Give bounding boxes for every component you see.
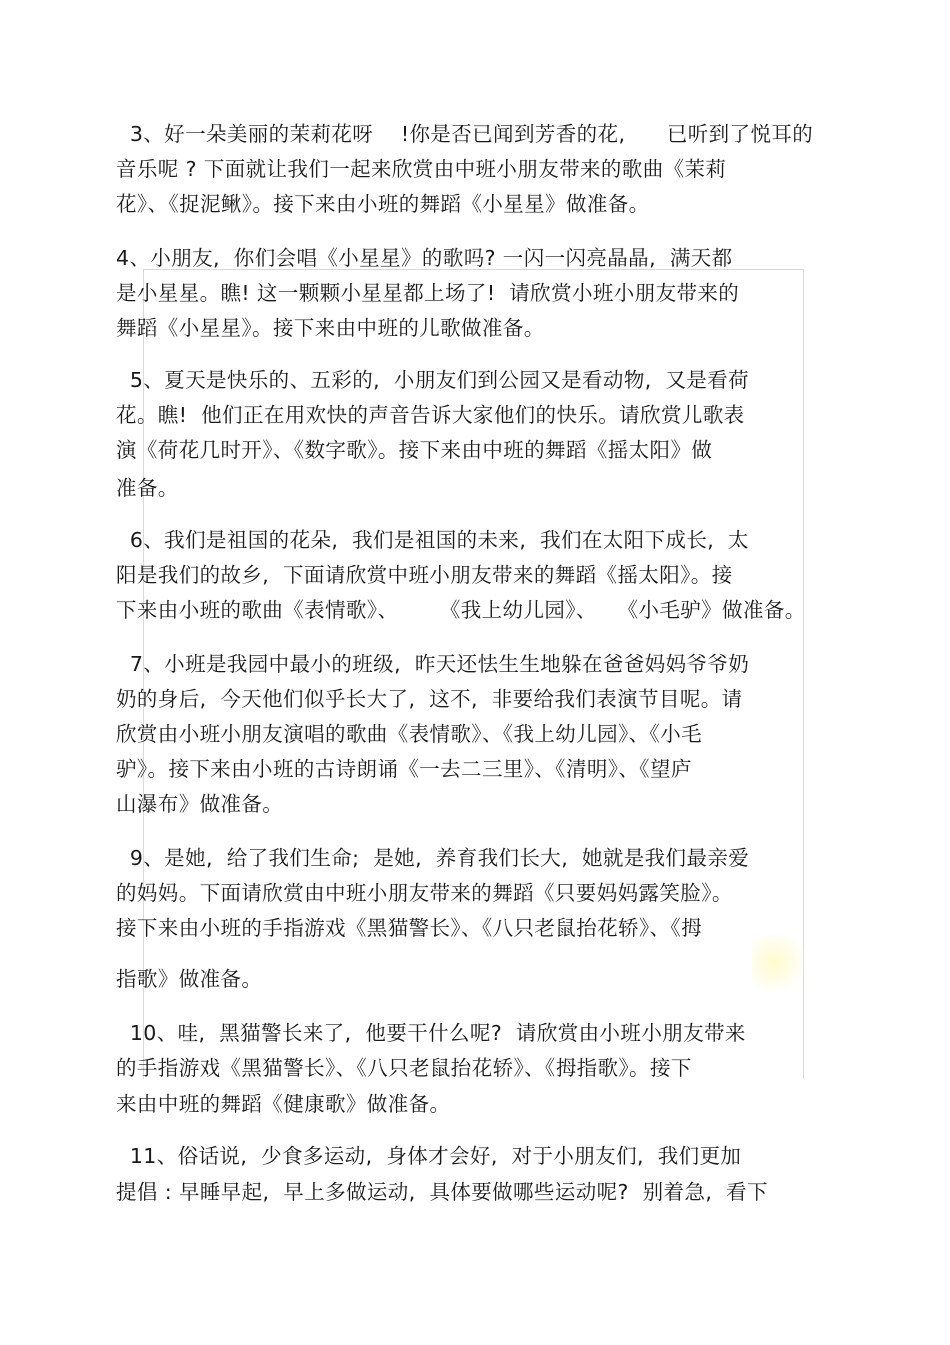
text-line: 的妈妈。下面请欣赏由中班小朋友带来的舞蹈《只要妈妈露笑脸》。 — [116, 881, 733, 905]
text-line: 欣赏由小班小朋友演唱的歌曲《表情歌》、《我上幼儿园》、《小毛 — [116, 722, 702, 746]
text-line: 下来由小班的歌曲《表情歌》、 《我上幼儿园》、 《小毛驴》做准备。 — [116, 598, 806, 622]
text-line: 音乐呢 ? 下面就让我们一起来欣赏由中班小朋友带来的歌曲《茉莉 — [116, 157, 727, 181]
text-line: 指歌》做准备。 — [116, 967, 263, 991]
text-line: 花。瞧! 他们正在用欢快的声音告诉大家他们的快乐。请欣赏儿歌表 — [116, 403, 745, 427]
text-line: 是小星星。瞧! 这一颗颗小星星都上场了! 请欣赏小班小朋友带来的 — [116, 281, 740, 305]
text-line: 10、哇, 黑猫警长来了, 他要干什么呢? 请欣赏由小班小朋友带来 — [116, 1021, 746, 1045]
text-line: 舞蹈《小星星》。接下来由中班的儿歌做准备。 — [116, 316, 545, 340]
text-line: 阳是我们的故乡, 下面请欣赏中班小朋友带来的舞蹈《摇太阳》。接 — [116, 563, 733, 587]
text-line: 11、俗话说, 少食多运动, 身体才会好, 对于小朋友们, 我们更加 — [116, 1144, 742, 1168]
text-line: 9、是她, 给了我们生命; 是她, 养育我们长大, 她就是我们最亲爱 — [116, 846, 750, 870]
text-line: 5、夏天是快乐的、五彩的, 小朋友们到公园又是看动物, 又是看荷 — [116, 368, 750, 392]
text-line: 7、小班是我园中最小的班级, 昨天还怯生生地躲在爸爸妈妈爷爷奶 — [116, 652, 750, 676]
text-line: 的手指游戏《黑猫警长》、《八只老鼠抬花轿》、《拇指歌》。接下 — [116, 1056, 692, 1080]
text-line: 山瀑布》做准备。 — [116, 792, 284, 816]
text-line: 准备。 — [116, 476, 179, 500]
text-line: 驴》。接下来由小班的古诗朗诵《一去二三里》、《清明》、《望庐 — [116, 757, 692, 781]
text-line: 奶的身后, 今天他们似乎长大了, 这不, 非要给我们表演节目呢。请 — [116, 687, 743, 711]
text-line: 花》、《捉泥鳅》。接下来由小班的舞蹈《小星星》做准备。 — [116, 192, 650, 216]
text-line: 4、小朋友, 你们会唱《小星星》的歌吗? 一闪一闪亮晶晶, 满天都 — [116, 246, 733, 270]
faint-watermark — [752, 935, 808, 995]
text-line: 接下来由小班的手指游戏《黑猫警长》、《八只老鼠抬花轿》、《拇 — [116, 916, 702, 940]
text-line: 来由中班的舞蹈《健康歌》做准备。 — [116, 1092, 451, 1116]
text-line: 演《荷花几时开》、《数字歌》。接下来由中班的舞蹈《摇太阳》做 — [116, 438, 713, 462]
text-line: 6、我们是祖国的花朵, 我们是祖国的未来, 我们在太阳下成长, 太 — [116, 528, 749, 552]
text-line: 3、好一朵美丽的茉莉花呀 !你是否已闻到芳香的花, 已听到了悦耳的 — [116, 122, 814, 146]
text-line: 提倡 : 早睡早起, 早上多做运动, 具体要做哪些运动呢? 别着急, 看下 — [116, 1180, 768, 1204]
